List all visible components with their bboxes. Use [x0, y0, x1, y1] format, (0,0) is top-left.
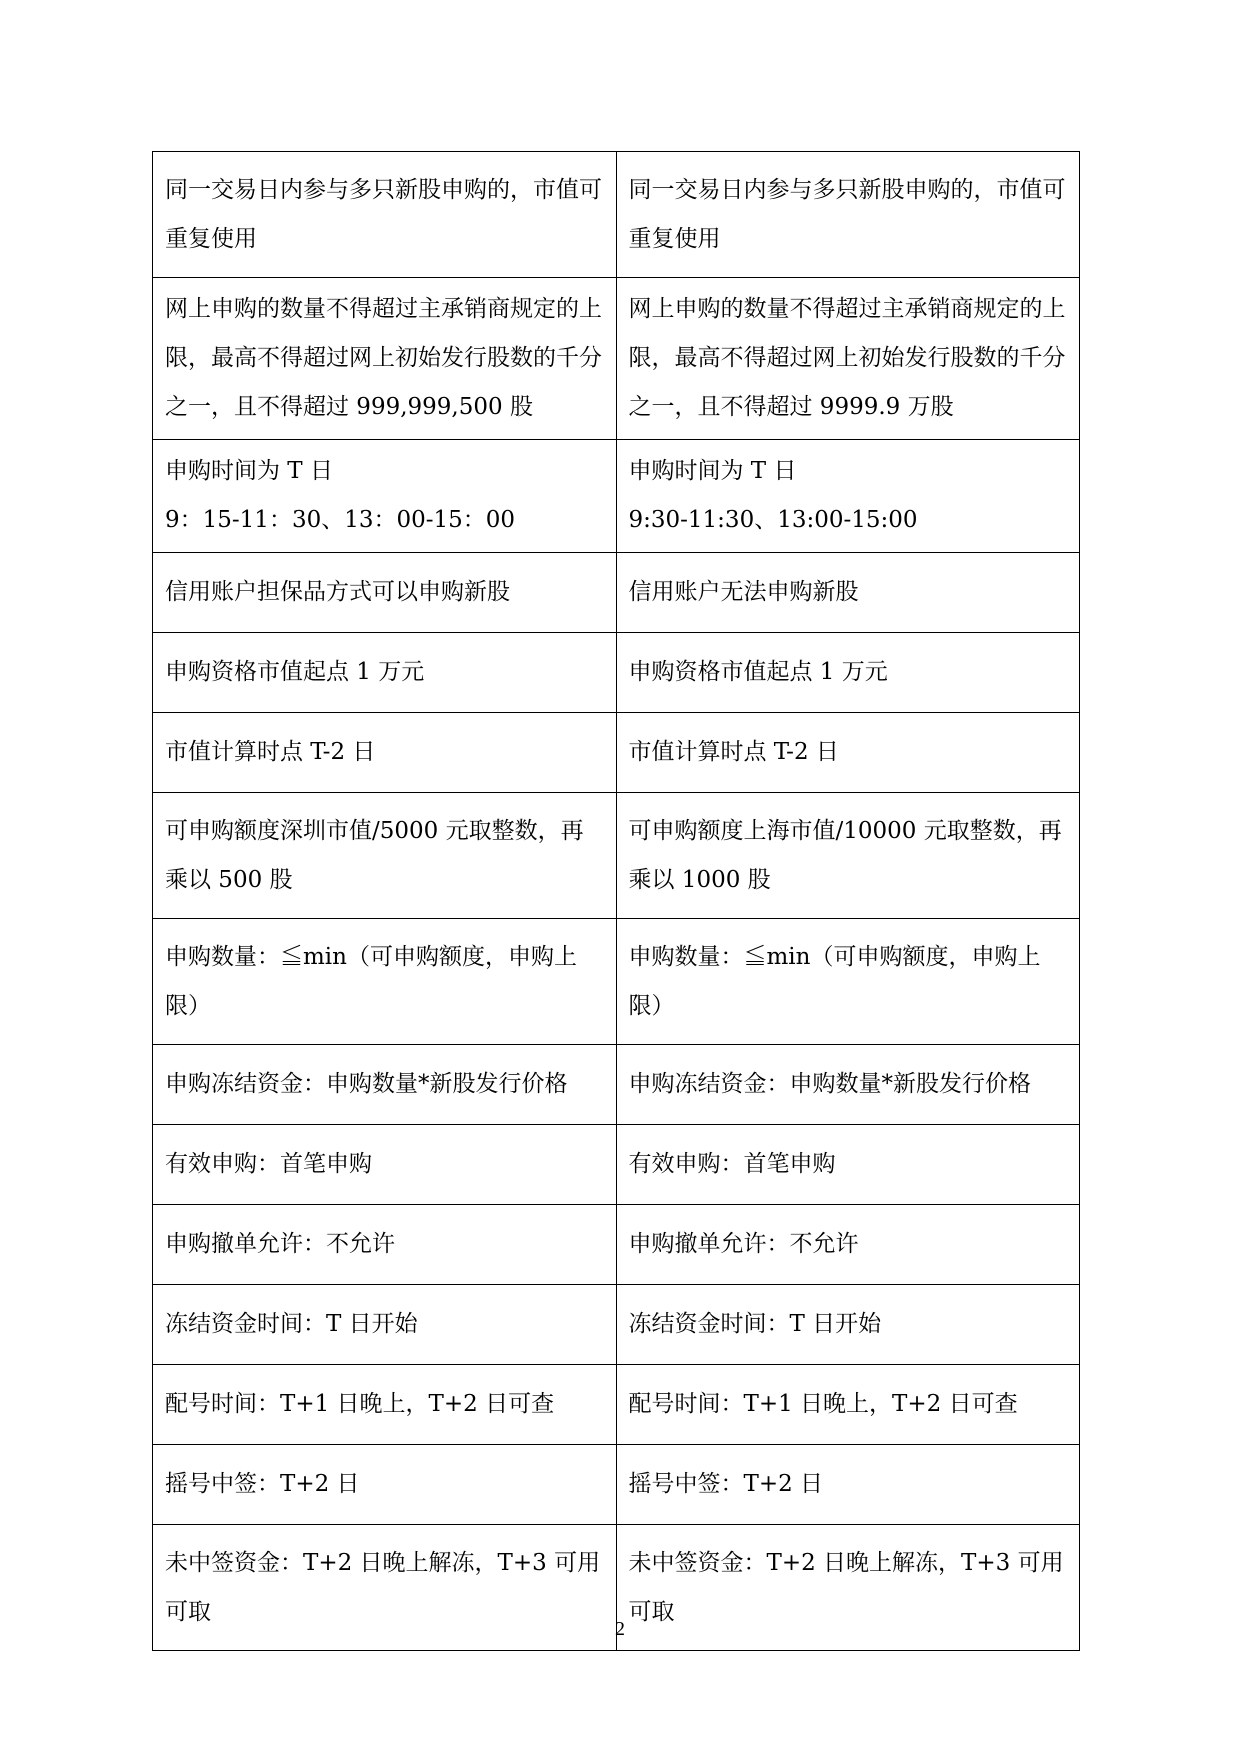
table-row: [153, 1365, 1080, 1445]
table-cell-left: 有效申购：首笔申购: [153, 1125, 617, 1205]
table-cell-left: 网上申购的数量不得超过主承销商规定的上限，最高不得超过网上初始发行股数的千分之一，且不得超过 999,999,500 股: [153, 278, 617, 440]
table-cell-right: 摇号中签：T+2 日: [616, 1445, 1080, 1525]
table-cell-right: 可申购额度上海市值/10000 元取整数，再乘以 1000 股: [616, 793, 1080, 919]
table-row: [153, 633, 1080, 713]
table-cell-left: 信用账户担保品方式可以申购新股: [153, 553, 617, 633]
table-row: [153, 1125, 1080, 1205]
page-number: 2: [615, 1618, 625, 1640]
table-row: [153, 152, 1080, 278]
table-cell-right: 未中签资金：T+2 日晚上解冻，T+3 可用可取: [616, 1525, 1080, 1651]
table-row: [153, 440, 1080, 553]
table-row: [153, 919, 1080, 1045]
table-cell-right: 申购冻结资金：申购数量*新股发行价格: [616, 1045, 1080, 1125]
table-cell-right: 申购资格市值起点 1 万元: [616, 633, 1080, 713]
table-row: [153, 1045, 1080, 1125]
table-cell-left: 同一交易日内参与多只新股申购的，市值可重复使用: [153, 152, 617, 278]
table-cell-right: 冻结资金时间：T 日开始: [616, 1285, 1080, 1365]
table-cell-right: 信用账户无法申购新股: [616, 553, 1080, 633]
table-cell-left: 申购数量：≦min（可申购额度，申购上限）: [153, 919, 617, 1045]
table-cell-left: 可申购额度深圳市值/5000 元取整数，再乘以 500 股: [153, 793, 617, 919]
table-row: [153, 1285, 1080, 1365]
table-cell-left: 申购冻结资金：申购数量*新股发行价格: [153, 1045, 617, 1125]
table-row: [153, 553, 1080, 633]
table-cell-right: 申购数量：≦min（可申购额度，申购上限）: [616, 919, 1080, 1045]
table-cell-left: 摇号中签：T+2 日: [153, 1445, 617, 1525]
table-cell-left: 市值计算时点 T-2 日: [153, 713, 617, 793]
table-cell-right: 申购时间为 T 日 9:30-11:30、13:00-15:00: [616, 440, 1080, 553]
table-cell-left: 申购时间为 T 日 9：15-11：30、13：00-15：00: [153, 440, 617, 553]
table-cell-left: 冻结资金时间：T 日开始: [153, 1285, 617, 1365]
table-cell-left: 未中签资金：T+2 日晚上解冻，T+3 可用可取: [153, 1525, 617, 1651]
table-cell-right: 市值计算时点 T-2 日: [616, 713, 1080, 793]
table-cell-right: 配号时间：T+1 日晚上，T+2 日可查: [616, 1365, 1080, 1445]
table-cell-right: 有效申购：首笔申购: [616, 1125, 1080, 1205]
table-row: [153, 793, 1080, 919]
table-cell-left: 申购撤单允许：不允许: [153, 1205, 617, 1285]
table-cell-left: 配号时间：T+1 日晚上，T+2 日可查: [153, 1365, 617, 1445]
ipo-rules-comparison-table: [152, 151, 1080, 1651]
table-cell-right: 申购撤单允许：不允许: [616, 1205, 1080, 1285]
table-cell-right: 网上申购的数量不得超过主承销商规定的上限，最高不得超过网上初始发行股数的千分之一，且不得超过 9999.9 万股: [616, 278, 1080, 440]
table-row: [153, 278, 1080, 440]
table-cell-right: 同一交易日内参与多只新股申购的，市值可重复使用: [616, 152, 1080, 278]
table-row: [153, 1445, 1080, 1525]
table-row: [153, 1205, 1080, 1285]
table-row: [153, 713, 1080, 793]
table-cell-left: 申购资格市值起点 1 万元: [153, 633, 617, 713]
